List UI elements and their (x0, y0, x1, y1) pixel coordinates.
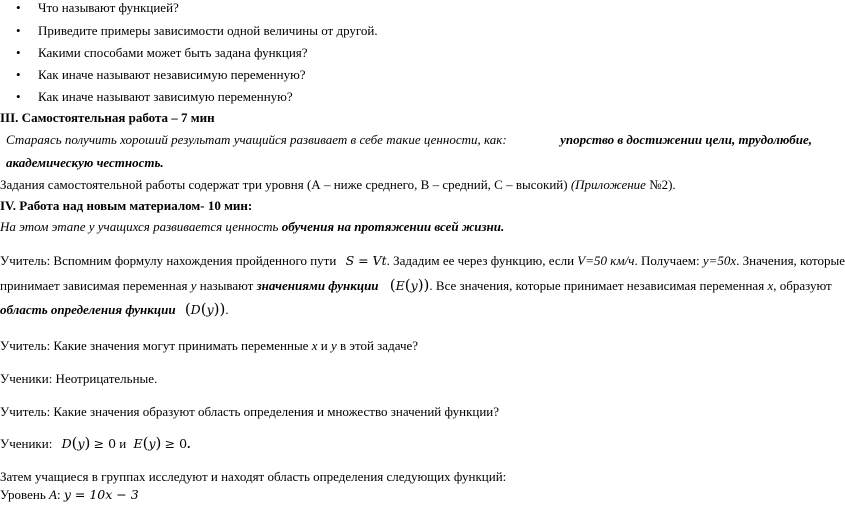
text-fragment: , образуют (773, 278, 832, 293)
values-bold: упорство в достижении цели, трудолюбие, (560, 132, 812, 147)
values-line-1 (6, 132, 812, 148)
stage-bold: обучения на протяжении всей жизни. (281, 219, 505, 234)
text-fragment: . Получаем: (634, 253, 700, 268)
question-item: Приведите примеры зависимости одной величины от другой. (38, 23, 378, 38)
teacher-question-2 (0, 338, 418, 354)
text-fragment: . Значения, которые (736, 253, 845, 268)
text-fragment: и (119, 436, 127, 451)
tasks-appendix-num: №2). (649, 177, 676, 192)
level-line: Уровень А: y = 10x − 3 (0, 487, 139, 502)
bullet: • (16, 89, 21, 104)
variable-y: y (77, 436, 85, 451)
tasks-appendix: (Приложение (570, 177, 646, 192)
set-D: D (190, 302, 201, 317)
teacher-line-1 (0, 253, 845, 269)
text-fragment: в этой задаче? (339, 338, 419, 353)
text-fragment: . (225, 302, 229, 317)
function-formula: y=50x (702, 253, 737, 268)
stage-line (0, 219, 504, 235)
text-fragment: Ученики: (0, 436, 53, 451)
text-fragment: . Зададим ее через функцию, если (386, 253, 575, 268)
text-fragment: и (320, 338, 328, 353)
bullet: • (16, 67, 21, 82)
domain-term: область определения функции (0, 302, 176, 317)
text-fragment: называют (199, 278, 254, 293)
values-intro: Стараясь получить хороший результат учащийся развивает в себе такие ценности, как: (6, 132, 507, 147)
students-answer-2: Ученики: Неотрицательные. (0, 371, 158, 386)
variable-x: x (311, 338, 318, 353)
path-formula: S = Vt (345, 253, 387, 268)
section-3-heading: III. Самостоятельная работа – 7 мин (0, 110, 215, 125)
bullet: • (16, 0, 21, 15)
variable-y: y (190, 278, 197, 293)
values-bold-2: академическую честность. (6, 155, 164, 170)
level-label: Уровень (0, 487, 46, 502)
question-item: Какими способами может быть задана функция? (38, 45, 308, 60)
final-instruction: Затем учащиеся в группах исследуют и находят область определения следующих функций: (0, 469, 507, 484)
variable-y: y (330, 338, 337, 353)
teacher-line-2: принимает зависимая переменная y называют значениями функции (E(y)). Все значения, которые принимает независимая переменная x, образуют (0, 276, 832, 294)
text-fragment: Учитель: Вспомним формулу нахождения пройденного пути (0, 253, 337, 268)
stage-intro: На этом этапе у учащихся развивается ценность (0, 219, 279, 234)
teacher-line-3: область определения функции (D(y)). (0, 300, 229, 318)
variable-y: y (206, 302, 214, 317)
question-item: Как иначе называют зависимую переменную? (38, 89, 293, 104)
tasks-line (0, 177, 676, 193)
bullet: • (16, 23, 21, 38)
variable-y: y (410, 278, 418, 293)
students-answer-3: Ученики: D(y) ≥ 0 и E(y) ≥ 0. (0, 434, 191, 452)
level-formula: y = 10x − 3 (63, 487, 139, 502)
speed-value: V=50 км/ч (577, 253, 635, 268)
inequality: ≥ 0 (164, 436, 188, 451)
level-letter: А (49, 487, 57, 502)
set-E: E (395, 278, 405, 293)
inequality: ≥ 0 (93, 436, 117, 451)
section-4-heading: IV. Работа над новым материалом- 10 мин: (0, 198, 253, 213)
question-item: Как иначе называют независимую переменную? (38, 67, 306, 82)
question-item: Что называют функцией? (38, 0, 179, 15)
variable-x: x (767, 278, 774, 293)
teacher-question-3: Учитель: Какие значения образуют область определения и множество значений функции? (0, 404, 500, 419)
text-fragment: . (187, 436, 191, 451)
tasks-text: Задания самостоятельной работы содержат три уровня (А – ниже среднего, В – средний, С – высокий) (0, 177, 568, 192)
set-E: E (133, 436, 143, 451)
function-values-term: значениями функции (256, 278, 379, 293)
text-fragment: . Все значения, которые принимает независимая переменная (429, 278, 765, 293)
bullet: • (16, 45, 21, 60)
text-fragment: Учитель: Какие значения могут принимать переменные (0, 338, 309, 353)
variable-y: y (148, 436, 156, 451)
text-fragment: принимает зависимая переменная (0, 278, 188, 293)
set-D: D (61, 436, 72, 451)
